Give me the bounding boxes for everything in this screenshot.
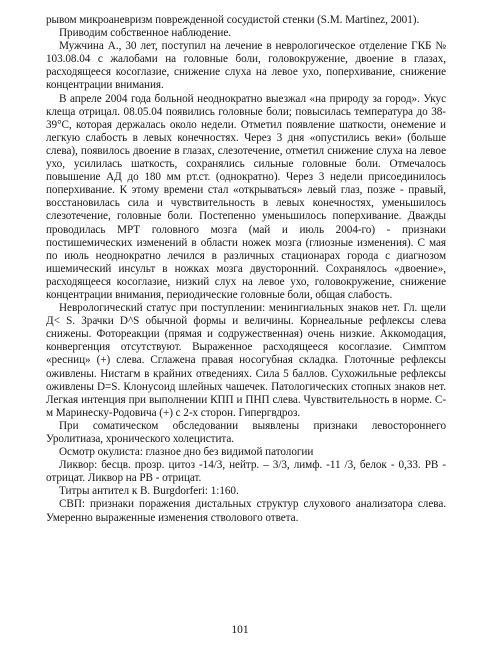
paragraph-intro-continuation: рывом микроаневризм поврежденной сосудистой стенки (S.M. Martinez, 2001). [46,14,420,26]
paragraph-anamnesis: В апреле 2004 года больной неоднократно выезжал «на природу за город». Укус клеща отрицал. 08.05.04 появились головные боли; повысилась температура до 38-39°С, которая держалась около недели. Отметил появление шаткости, онемение и легкую слабость в левых конечностях. Через 3 дня «опустились веки» (больше слева), появилось двоение в глазах, слезотечение, отметил снижение слуха на левое ухо, усилилась шаткость, сохранялись сильные головные боли. Отмечалось повышение АД до 180 мм рт.ст. (однократно). Через 3 недели присоединилось поперхивание. К этому времени стал «открываться» левый глаз, позже - правый, восстановилась сила и чувствительность в левых конечностях, уменьшилось слезотечение, головные боли. Постепенно уменьшилось поперхивание. Дважды проводилась МРТ головного мозга (май и июль 2004-го) - признаки постишемических изменений в области ножек мозга (глиозные изменения). С мая по июль неоднократно лечился в различных стационарах города с диагнозом ишемический инсульт в ножках мозга двусторонний. Сохранялось «двоение», расходящееся косоглазие, низкий слух на левое ухо, головокружение, снижение концентрации внимания, периодические головные боли, общая слабость. [46,92,446,301]
paragraph-antibody-titers: Титры антител к В. Burgdorferi: 1:160. [59,485,239,498]
paragraph-liquor: Ликвор: бесцв. прозр. цитоз -14/3, нейтр. – 3/3, лимф. -11 /3, белок - 0,33. РВ - отрицат. Ликвор на РВ - отрицат. [46,459,446,485]
body-text [46,14,446,525]
paragraph-own-observation: Приводим собственное наблюдение. [59,27,231,40]
paragraph-somatic-exam: При соматическом обследовании выявлены признаки левостороннего Уролитиаза, хронического холецистита. [46,419,446,445]
paragraph-neurological-status: Неврологический статус при поступлении: менингиальных знаков нет. Гл. щели Д< S. Зрачки D^S обычной формы и величины. Корнеальные рефлексы слева снижены. Фотореакции (прямая и содружественная) очень низкие. Аккомодация, конвергенция отсутствуют. Выраженное расходящееся косоглазие. Симптом «ресниц» (+) слева. Сглажена правая носогубная складка. Глоточные рефлексы оживлены. Нистагм в крайних отведениях. Сила 5 баллов. Сухожильные рефлексы оживлены D=S. Клонусоид шлейных чашечек. Патологических стопных знаков нет. Легкая интенция при выполнении КПП и ПНП слева. Чувствительность в норме. С-м Маринеску-Родовича (+) с 2-х сторон. Гипергвдроз. [46,302,446,419]
paragraph-ophthalmologist: Осмотр окулиста: глазное дно без видимой патологии [59,446,314,459]
paragraph-patient-admission: Мужчина А., 30 лет, поступил на лечение в неврологическое отделение ГКБ № 103.08.04 с жалобами на головные боли, головокружение, двоение в глазах, расходящееся косоглазие, снижение слуха на левое ухо, поперхивание, снижение концентрации внимания. [46,40,446,92]
page-number: 101 [231,624,249,636]
paragraph-evoked-potentials: СВП: признаки поражения дистальных структур слухового анализатора слева. Умеренно выраженные изменения стволового ответа. [46,498,446,524]
